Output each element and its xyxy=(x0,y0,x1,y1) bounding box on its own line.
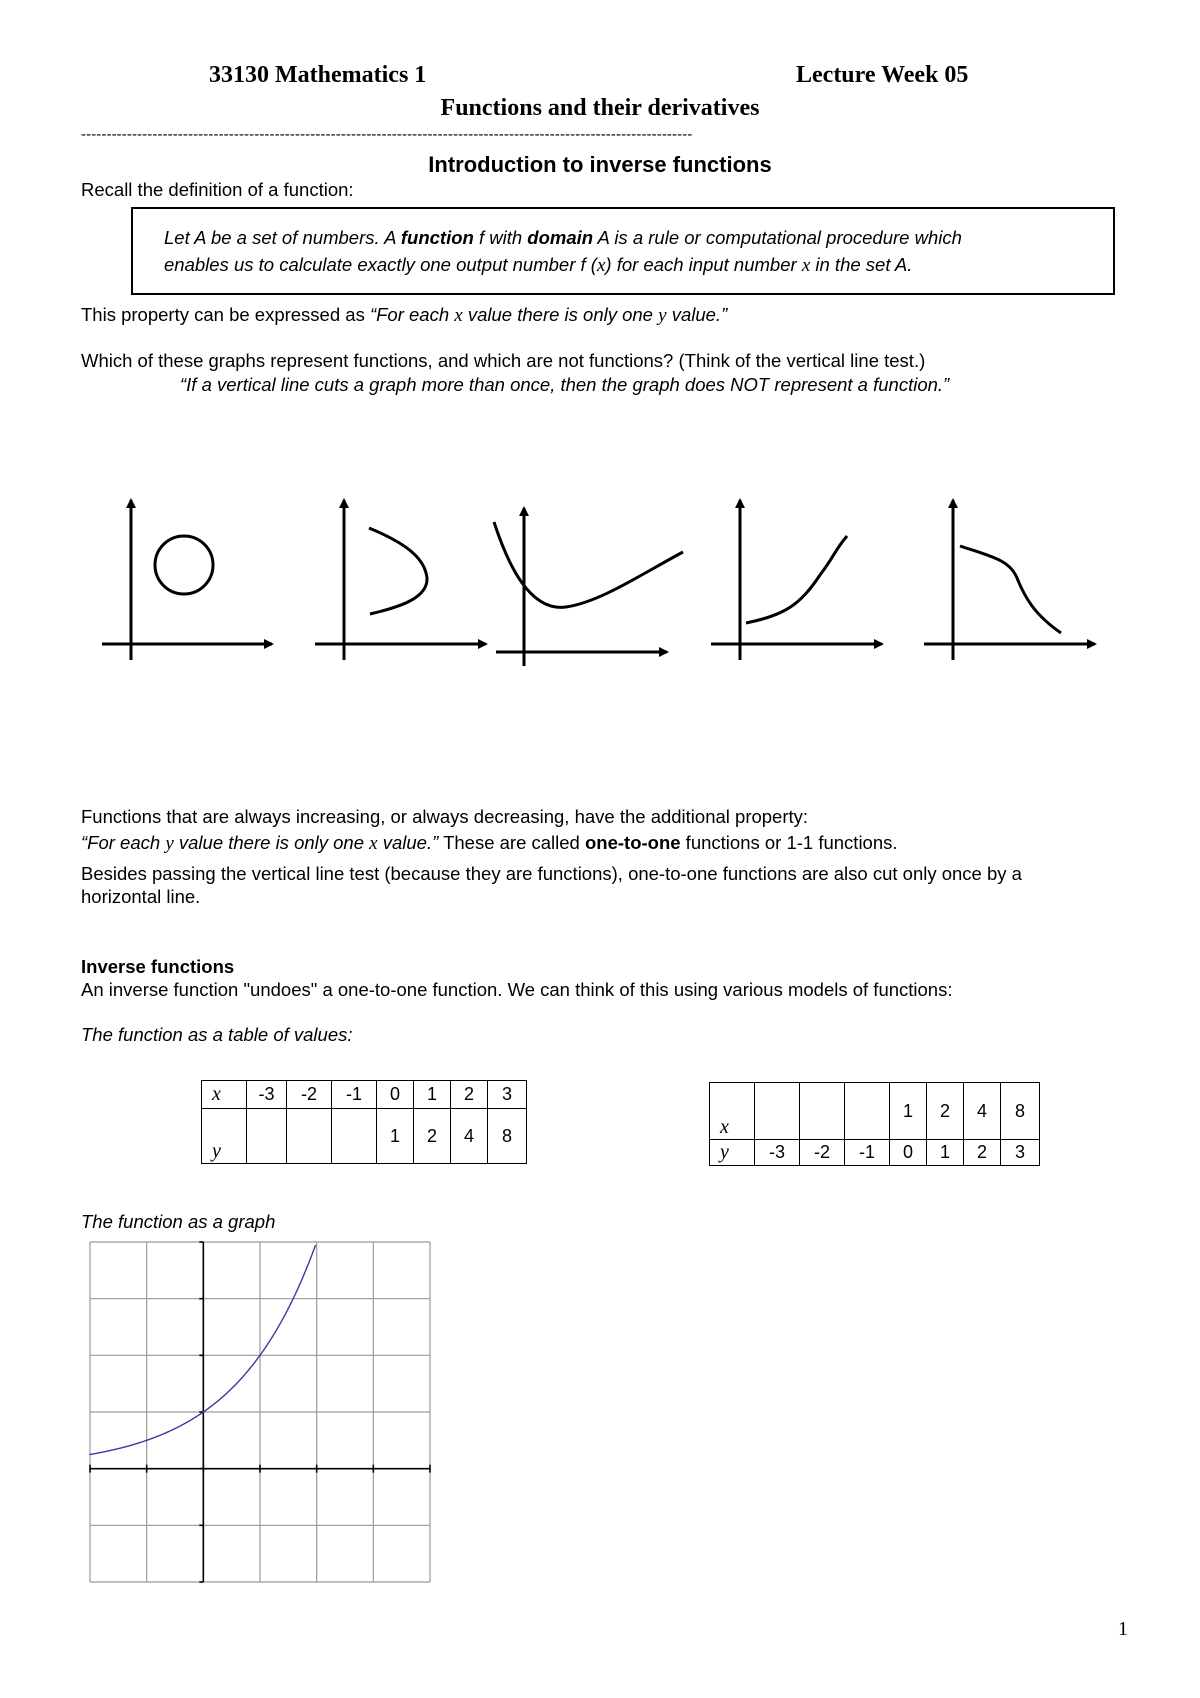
sketch-circle xyxy=(102,500,272,660)
table-x-label: x xyxy=(710,1083,755,1140)
one-to-one-quote: “For each xyxy=(81,832,166,853)
values-table-inverse xyxy=(709,1082,1040,1166)
table-cell: 1 xyxy=(927,1140,964,1166)
table-cell: 0 xyxy=(890,1140,927,1166)
table-cell: -3 xyxy=(247,1081,287,1109)
table-cell: -2 xyxy=(800,1140,845,1166)
table-cell: 1 xyxy=(890,1083,927,1140)
one-to-one-line-2 xyxy=(81,832,898,855)
sketch-sideways-parabola xyxy=(315,500,486,660)
property-lead: This property can be expressed as xyxy=(81,304,370,325)
table-cell: 2 xyxy=(451,1081,488,1109)
question-text: Which of these graphs represent functions, and which are not functions? (Think of the vertical line test.) xyxy=(81,350,926,371)
one-to-one-text: functions or 1-1 functions. xyxy=(680,832,898,853)
table-cell: 2 xyxy=(414,1109,451,1164)
definition-text: ) for each input number xyxy=(605,254,802,275)
one-to-one-quote: value there is only one xyxy=(173,832,370,853)
definition-term-domain: domain xyxy=(527,227,594,248)
table-cell: -1 xyxy=(845,1140,890,1166)
table-cell: 1 xyxy=(377,1109,414,1164)
sideways-parabola-curve xyxy=(369,528,427,614)
table-cell: -2 xyxy=(287,1081,332,1109)
data-point xyxy=(288,1308,290,1310)
data-point xyxy=(146,1440,148,1442)
property-quote: value.” xyxy=(666,304,728,325)
table-caption: The function as a table of values: xyxy=(81,1024,353,1045)
table-y-label: y xyxy=(202,1109,247,1164)
one-to-one-line-4: horizontal line. xyxy=(81,886,201,907)
decreasing-curve xyxy=(960,546,1061,633)
inverse-intro: An inverse function "undoes" a one-to-one function. We can think of this using various models of functions: xyxy=(81,979,953,1000)
exponential-graph xyxy=(86,1238,434,1586)
section-title: Introduction to inverse functions xyxy=(428,152,772,177)
definition-term-function: function xyxy=(400,227,474,248)
table-cell: 4 xyxy=(964,1083,1001,1140)
data-point xyxy=(259,1355,261,1357)
table-cell: 8 xyxy=(488,1109,527,1164)
table-cell: -3 xyxy=(755,1140,800,1166)
u-curve xyxy=(494,522,683,607)
definition-text: Let A be a set of numbers. A xyxy=(164,227,401,248)
table-cell: 0 xyxy=(377,1081,414,1109)
table-cell: 2 xyxy=(964,1140,1001,1166)
one-to-one-line-1: Functions that are always increasing, or always decreasing, have the additional property: xyxy=(81,806,809,827)
recall-text: Recall the definition of a function: xyxy=(81,179,354,200)
document-subtitle: Functions and their derivatives xyxy=(440,95,760,121)
property-quote: “For each xyxy=(369,304,455,325)
table-cell xyxy=(800,1083,845,1140)
one-to-one-line-3: Besides passing the vertical line test (because they are functions), one-to-one functions are also cut only once by a xyxy=(81,863,1022,884)
inverse-heading: Inverse functions xyxy=(81,956,235,977)
math-y: y xyxy=(165,833,174,854)
data-point xyxy=(203,1411,205,1413)
table-cell xyxy=(845,1083,890,1140)
table-x-label: x xyxy=(202,1081,247,1109)
header-divider: ------------------------------------------------------------------------------------------------------------------------ xyxy=(81,126,693,143)
definition-text: A is a rule or computational procedure which xyxy=(593,227,962,248)
table-cell xyxy=(755,1083,800,1140)
table-cell: 2 xyxy=(927,1083,964,1140)
table-cell: 3 xyxy=(1001,1140,1040,1166)
table-cell: 4 xyxy=(451,1109,488,1164)
math-y: y xyxy=(658,305,667,326)
vertical-line-test-quote: “If a vertical line cuts a graph more than once, then the graph does NOT represent a function.” xyxy=(180,374,950,395)
definition-text: in the set A. xyxy=(810,254,913,275)
sketch-increasing-curve xyxy=(711,500,882,660)
data-point xyxy=(89,1454,91,1456)
math-x: x xyxy=(369,833,378,854)
table-cell xyxy=(287,1109,332,1164)
table-y-label: y xyxy=(710,1140,755,1166)
sketch-u-curve xyxy=(494,508,683,666)
course-title: 33130 Mathematics 1 xyxy=(209,62,427,88)
circle-curve xyxy=(155,536,213,594)
table-cell: 3 xyxy=(488,1081,527,1109)
one-to-one-text: These are called xyxy=(438,832,585,853)
graph-caption: The function as a graph xyxy=(81,1211,276,1232)
table-cell: 1 xyxy=(414,1081,451,1109)
math-x: x xyxy=(596,255,606,276)
table-cell xyxy=(247,1109,287,1164)
property-quote: value there is only one xyxy=(462,304,659,325)
increasing-curve xyxy=(746,536,847,623)
one-to-one-quote: value.” xyxy=(377,832,439,853)
math-x: x xyxy=(801,255,811,276)
one-to-one-term: one-to-one xyxy=(584,832,681,853)
table-cell xyxy=(332,1109,377,1164)
math-x: x xyxy=(454,305,463,326)
page-number: 1 xyxy=(1118,1618,1128,1640)
values-table-function xyxy=(201,1080,527,1164)
lecture-week: Lecture Week 05 xyxy=(796,62,969,88)
definition-text: f with xyxy=(473,227,528,248)
table-cell: 8 xyxy=(1001,1083,1040,1140)
table-cell: -1 xyxy=(332,1081,377,1109)
definition-text: enables us to calculate exactly one output number f ( xyxy=(164,254,597,275)
sketch-decreasing-curve xyxy=(924,500,1095,660)
